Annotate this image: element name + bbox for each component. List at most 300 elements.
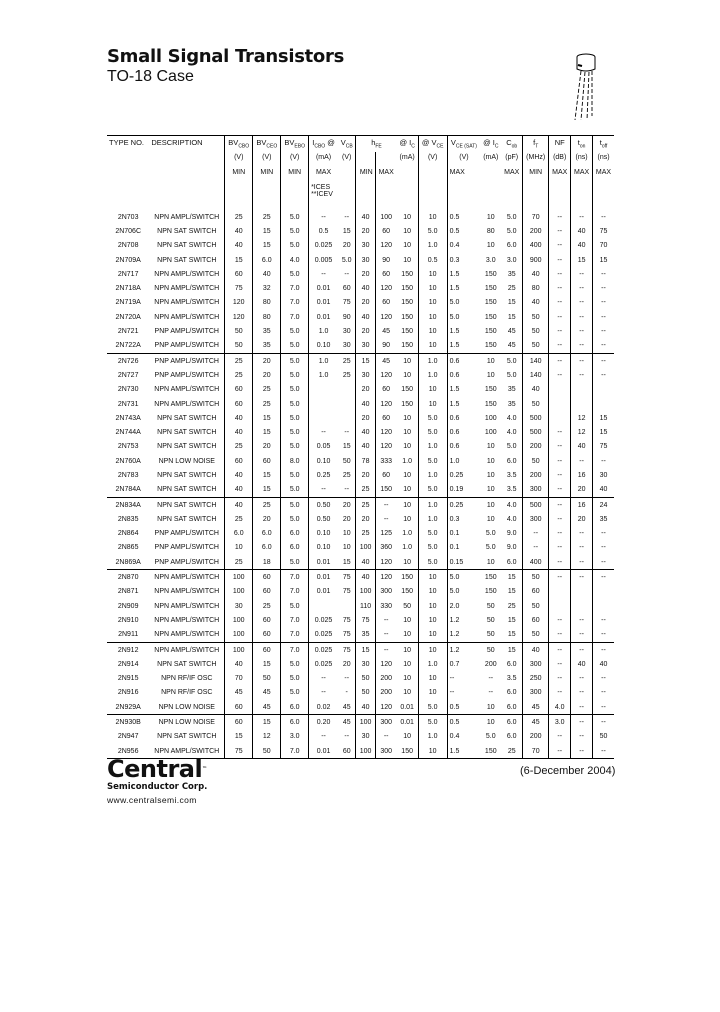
spec-value: 15 bbox=[253, 657, 281, 671]
spec-value: 30 bbox=[356, 253, 375, 267]
spec-value: 10 bbox=[480, 353, 501, 368]
col-ft: $f_T$ bbox=[523, 136, 549, 153]
description: NPN AMPL/SWITCH bbox=[154, 631, 220, 639]
spec-value: 40 bbox=[356, 425, 375, 439]
spec-value: 80 bbox=[253, 296, 281, 310]
spec-value: -- bbox=[375, 730, 396, 744]
spec-value bbox=[549, 383, 571, 397]
spec-value: 40 bbox=[571, 224, 593, 238]
spec-value: 120 bbox=[375, 657, 396, 671]
spec-value: 5.0 bbox=[281, 339, 309, 354]
spec-value: 10 bbox=[418, 585, 447, 599]
table-row bbox=[107, 570, 614, 585]
description: NPN AMPL/SWITCH bbox=[154, 285, 220, 293]
spec-value bbox=[309, 599, 338, 613]
spec-value: 30 bbox=[356, 239, 375, 253]
spec-value: 90 bbox=[375, 339, 396, 354]
company-url[interactable]: www.centralsemi.com bbox=[107, 795, 197, 805]
table-row bbox=[107, 253, 614, 267]
spec-value: 120 bbox=[375, 239, 396, 253]
spec-value: 10 bbox=[403, 660, 412, 668]
spec-value: 20 bbox=[571, 512, 593, 526]
spec-value: 5.0 bbox=[281, 239, 309, 253]
spec-value: 15 bbox=[507, 313, 516, 321]
spec-value: 7.0 bbox=[281, 585, 309, 599]
table-row bbox=[107, 267, 614, 281]
spec-value: 1.5 bbox=[447, 281, 480, 295]
spec-value: -- bbox=[593, 715, 614, 730]
spec-value: 45 bbox=[507, 328, 516, 336]
spec-value: -- bbox=[549, 224, 571, 238]
spec-value: -- bbox=[549, 267, 571, 281]
company-name: Semiconductor Corp. bbox=[107, 782, 208, 792]
spec-value: 75 bbox=[225, 281, 253, 295]
spec-value: 15 bbox=[501, 570, 522, 585]
spec-value: 150 bbox=[401, 299, 413, 307]
spec-value: 20 bbox=[253, 512, 281, 526]
spec-value: 10 bbox=[486, 486, 495, 494]
spec-value: 6.0 bbox=[506, 703, 517, 711]
spec-value: 150 bbox=[401, 342, 413, 350]
spec-value bbox=[549, 397, 571, 411]
spec-value: 5.0 bbox=[418, 700, 447, 715]
spec-value: -- bbox=[549, 368, 571, 382]
spec-value: 200 bbox=[523, 440, 549, 454]
spec-value: 0.01 bbox=[397, 715, 419, 730]
spec-value: 40 bbox=[225, 497, 253, 512]
spec-value: 6.0 bbox=[506, 242, 517, 250]
spec-value: 5.0 bbox=[418, 555, 447, 570]
description: NPN LOW NOISE bbox=[149, 715, 224, 730]
spec-value: 40 bbox=[356, 397, 375, 411]
spec-value: 50 bbox=[356, 686, 375, 700]
spec-value: 200 bbox=[375, 672, 396, 686]
spec-value: 300 bbox=[523, 483, 549, 498]
spec-value: 0.025 bbox=[309, 642, 338, 657]
spec-value: -- bbox=[593, 570, 614, 585]
spec-value: 0.19 bbox=[447, 483, 480, 498]
spec-value: 6.0 bbox=[506, 689, 517, 697]
spec-value: 0.01 bbox=[309, 744, 338, 759]
spec-value: 2.0 bbox=[447, 599, 480, 613]
spec-value: 60 bbox=[253, 570, 281, 585]
spec-value: 120 bbox=[375, 310, 396, 324]
description: PNP AMPL/SWITCH bbox=[154, 558, 219, 566]
col-cob: $C_{ob}$ bbox=[506, 138, 518, 150]
spec-value: 75 bbox=[593, 224, 614, 238]
spec-value: 75 bbox=[338, 642, 356, 657]
spec-value: -- bbox=[523, 527, 549, 541]
spec-value: -- bbox=[344, 270, 350, 278]
spec-value: 5.0 bbox=[447, 296, 480, 310]
description: NPN SAT SWITCH bbox=[157, 486, 217, 494]
spec-value: 150 bbox=[484, 588, 497, 596]
spec-value: -- bbox=[571, 310, 593, 324]
spec-value: 5.0 bbox=[418, 483, 447, 498]
spec-value: -- bbox=[571, 686, 593, 700]
description: NPN SAT SWITCH bbox=[157, 443, 217, 451]
table-row bbox=[107, 454, 614, 468]
spec-value: -- bbox=[309, 686, 338, 700]
spec-value: 10 bbox=[397, 353, 419, 368]
icbo-notes: *ICES **ICEV bbox=[309, 182, 338, 210]
spec-value: 15 bbox=[507, 616, 516, 624]
table-row bbox=[107, 411, 614, 425]
spec-value: 0.6 bbox=[447, 425, 480, 439]
spec-value: -- bbox=[488, 689, 494, 697]
spec-value: 50 bbox=[486, 631, 495, 639]
spec-value: 1.0 bbox=[418, 497, 447, 512]
spec-value: 10 bbox=[403, 471, 412, 479]
page-title: Small Signal Transistors bbox=[107, 46, 344, 67]
spec-value: -- bbox=[571, 368, 593, 382]
spec-value: 1.5 bbox=[447, 339, 480, 354]
spec-value: 5.0 bbox=[418, 425, 447, 439]
spec-value: 10 bbox=[403, 242, 412, 250]
spec-value: 5.0 bbox=[418, 454, 447, 468]
spec-value: 45 bbox=[375, 353, 396, 368]
spec-value: 32 bbox=[253, 281, 281, 295]
spec-value: 300 bbox=[375, 744, 396, 759]
spec-value: 4.0 bbox=[506, 515, 517, 523]
spec-value: 6.0 bbox=[253, 541, 281, 555]
spec-value: 35 bbox=[356, 628, 375, 643]
type-number: 2N726 bbox=[107, 353, 149, 368]
spec-value: -- bbox=[571, 281, 593, 295]
spec-value: -- bbox=[549, 570, 571, 585]
spec-value: -- bbox=[593, 324, 614, 338]
spec-value: 10 bbox=[418, 210, 447, 224]
spec-value: 60 bbox=[225, 715, 253, 730]
spec-value: 10 bbox=[403, 616, 412, 624]
spec-value: -- bbox=[549, 210, 571, 224]
description: NPN AMPL/SWITCH bbox=[149, 642, 224, 657]
spec-value: -- bbox=[344, 429, 350, 437]
to18-package-icon bbox=[572, 52, 600, 122]
spec-value: 150 bbox=[401, 400, 413, 408]
description: NPN AMPL/SWITCH bbox=[149, 570, 224, 585]
spec-value: 0.025 bbox=[309, 239, 338, 253]
spec-value: 4.0 bbox=[506, 414, 517, 422]
spec-value: -- bbox=[549, 672, 571, 686]
spec-value: 10 bbox=[403, 515, 412, 523]
spec-value: 150 bbox=[480, 570, 501, 585]
spec-value: 5.0 bbox=[281, 440, 309, 454]
spec-value: 4.0 bbox=[281, 253, 309, 267]
spec-value: 50 bbox=[253, 744, 281, 759]
spec-value: 5.0 bbox=[447, 310, 480, 324]
spec-value: -- bbox=[593, 527, 614, 541]
col-vcb: $V_{CB}$ bbox=[340, 138, 353, 150]
spec-value: 5.0 bbox=[341, 256, 352, 264]
spec-value: 25 bbox=[356, 497, 375, 512]
spec-value: 125 bbox=[375, 527, 396, 541]
spec-value: 1.0 bbox=[418, 239, 447, 253]
spec-value: 70 bbox=[593, 239, 614, 253]
spec-value: 5.0 bbox=[506, 371, 517, 379]
spec-value: 25 bbox=[342, 471, 351, 479]
spec-value bbox=[593, 599, 614, 613]
spec-value: 6.0 bbox=[281, 700, 309, 715]
description: NPN SAT SWITCH bbox=[157, 227, 217, 235]
spec-value: 120 bbox=[375, 425, 396, 439]
spec-value: 10 bbox=[486, 558, 495, 566]
type-number: 2N703 bbox=[117, 213, 139, 221]
description: NPN AMPL/SWITCH bbox=[154, 588, 220, 596]
spec-value bbox=[338, 599, 356, 613]
spec-value: 25 bbox=[356, 527, 375, 541]
description: PNP AMPL/SWITCH bbox=[154, 328, 219, 336]
type-number: 2N706C bbox=[115, 227, 141, 235]
spec-value: -- bbox=[549, 730, 571, 744]
col-vce: @ $V_{CE}$ bbox=[418, 136, 447, 153]
table-row bbox=[107, 440, 614, 454]
spec-value: 5.0 bbox=[485, 530, 496, 538]
spec-value: -- bbox=[549, 686, 571, 700]
spec-value: 5.0 bbox=[281, 425, 309, 439]
spec-value: 50 bbox=[480, 642, 501, 657]
spec-value: 0.025 bbox=[309, 657, 338, 671]
spec-value: 1.0 bbox=[418, 353, 447, 368]
spec-value: -- bbox=[549, 281, 571, 295]
spec-value: 10 bbox=[418, 383, 447, 397]
spec-value bbox=[309, 411, 338, 425]
spec-value: -- bbox=[344, 675, 350, 683]
spec-value: 75 bbox=[338, 570, 356, 585]
spec-value: 12 bbox=[571, 425, 593, 439]
spec-value: 0.10 bbox=[309, 339, 338, 354]
spec-value: -- bbox=[375, 497, 396, 512]
description: NPN SAT SWITCH bbox=[157, 429, 217, 437]
description: NPN AMPL/SWITCH bbox=[154, 386, 220, 394]
spec-value: 20 bbox=[356, 224, 375, 238]
spec-value: 0.025 bbox=[309, 613, 338, 627]
spec-value: -- bbox=[549, 468, 571, 482]
spec-value: 150 bbox=[401, 328, 413, 336]
spec-value: 0.6 bbox=[447, 411, 480, 425]
spec-value: 10 bbox=[397, 642, 419, 657]
spec-value: 1.2 bbox=[447, 613, 480, 627]
spec-value: 0.50 bbox=[309, 497, 338, 512]
table-row bbox=[107, 642, 614, 657]
spec-value: 10 bbox=[418, 324, 447, 338]
spec-value: -- bbox=[549, 613, 571, 627]
spec-value: 40 bbox=[225, 411, 253, 425]
description: NPN AMPL/SWITCH bbox=[154, 313, 220, 321]
spec-value: 1.5 bbox=[447, 267, 480, 281]
spec-value: -- bbox=[375, 613, 396, 627]
spec-value: 50 bbox=[523, 397, 549, 411]
spec-value: 60 bbox=[253, 642, 281, 657]
table-row bbox=[107, 397, 614, 411]
page-subtitle: TO-18 Case bbox=[107, 68, 194, 85]
spec-value: 60 bbox=[342, 747, 351, 755]
spec-value: 10 bbox=[418, 599, 447, 613]
spec-value: 25 bbox=[342, 371, 351, 379]
spec-value: 90 bbox=[375, 253, 396, 267]
spec-value: 75 bbox=[342, 616, 351, 624]
spec-value: 0.1 bbox=[447, 541, 480, 555]
col-ic2: @ $I_C$ bbox=[483, 138, 499, 150]
spec-value: -- bbox=[571, 210, 593, 224]
description: NPN SAT SWITCH bbox=[157, 515, 217, 523]
spec-value: 10 bbox=[403, 733, 412, 741]
spec-value: -- bbox=[549, 239, 571, 253]
spec-value: 150 bbox=[484, 400, 497, 408]
description: NPN SAT SWITCH bbox=[157, 660, 217, 668]
spec-value: 15 bbox=[507, 631, 516, 639]
spec-value: 100 bbox=[225, 628, 253, 643]
header-row-limits: MIN MIN MIN MAX MIN MAX MAX MAX MIN MAX MAX MAX bbox=[107, 167, 614, 182]
spec-value: -- bbox=[571, 555, 593, 570]
spec-value: 40 bbox=[523, 267, 549, 281]
col-vcesat: $V_{CE (SAT)}$ bbox=[447, 136, 480, 153]
spec-value: 50 bbox=[225, 339, 253, 354]
spec-value: 20 bbox=[342, 515, 351, 523]
type-number: 2N743A bbox=[115, 414, 141, 422]
spec-value: 6.0 bbox=[253, 253, 281, 267]
spec-value: 12 bbox=[253, 730, 281, 744]
spec-value: 300 bbox=[523, 512, 549, 526]
type-number: 2N869A bbox=[115, 558, 141, 566]
spec-value: 24 bbox=[593, 497, 614, 512]
spec-value: 10 bbox=[403, 689, 412, 697]
spec-value: 50 bbox=[593, 730, 614, 744]
spec-value: 0.5 bbox=[447, 210, 480, 224]
spec-value: 40 bbox=[523, 296, 549, 310]
spec-value: -- bbox=[309, 267, 338, 281]
spec-value: -- bbox=[344, 486, 350, 494]
table-row bbox=[107, 599, 614, 613]
company-logo: Central™ Semiconductor Corp. www.centralsemi.com bbox=[107, 755, 208, 805]
type-number: 2N720A bbox=[115, 313, 141, 321]
spec-value: 25 bbox=[338, 353, 356, 368]
spec-value: 0.01 bbox=[309, 296, 338, 310]
spec-value: 40 bbox=[225, 468, 253, 482]
spec-value bbox=[593, 383, 614, 397]
spec-value: 40 bbox=[593, 657, 614, 671]
spec-value: 8.0 bbox=[281, 454, 309, 468]
spec-value: 45 bbox=[338, 715, 356, 730]
description: NPN LOW NOISE bbox=[158, 703, 215, 711]
spec-value: -- bbox=[593, 310, 614, 324]
spec-value: 80 bbox=[486, 227, 495, 235]
spec-value: -- bbox=[549, 497, 571, 512]
spec-value: 10 bbox=[486, 242, 495, 250]
transistor-rows bbox=[107, 210, 614, 759]
spec-value: 10 bbox=[418, 267, 447, 281]
spec-value: 16 bbox=[571, 468, 593, 482]
spec-value: 100 bbox=[225, 642, 253, 657]
spec-value: 150 bbox=[484, 313, 497, 321]
description: NPN SAT SWITCH bbox=[157, 414, 217, 422]
spec-value: 45 bbox=[225, 686, 253, 700]
spec-value: 4.0 bbox=[549, 700, 571, 715]
spec-value: 78 bbox=[356, 454, 375, 468]
spec-value: 20 bbox=[356, 468, 375, 482]
spec-value: 20 bbox=[338, 497, 356, 512]
spec-value: 6.0 bbox=[506, 660, 517, 668]
spec-value: 40 bbox=[253, 267, 281, 281]
spec-value: 5.0 bbox=[418, 411, 447, 425]
spec-value: -- bbox=[571, 454, 593, 468]
spec-value bbox=[571, 585, 593, 599]
spec-value: -- bbox=[571, 353, 593, 368]
spec-value: 360 bbox=[375, 541, 396, 555]
spec-value: 7.0 bbox=[281, 642, 309, 657]
description: PNP AMPL/SWITCH bbox=[154, 371, 219, 379]
spec-value: -- bbox=[549, 541, 571, 555]
spec-value: 150 bbox=[484, 299, 497, 307]
spec-value: 10 bbox=[418, 628, 447, 643]
spec-value: 20 bbox=[356, 512, 375, 526]
spec-value: 1.0 bbox=[402, 457, 412, 465]
spec-value: 15 bbox=[342, 227, 351, 235]
spec-value: 40 bbox=[225, 224, 253, 238]
spec-value: -- bbox=[571, 570, 593, 585]
spec-value: 40 bbox=[593, 483, 614, 498]
spec-value: 10 bbox=[418, 296, 447, 310]
spec-value: 0.3 bbox=[447, 253, 480, 267]
spec-value: -- bbox=[549, 253, 571, 267]
description: NPN AMPL/SWITCH bbox=[154, 213, 220, 221]
spec-value: 15 bbox=[571, 253, 593, 267]
spec-value: 100 bbox=[356, 715, 375, 730]
spec-value: 90 bbox=[342, 313, 351, 321]
spec-value: 10 bbox=[403, 213, 412, 221]
spec-value: 15 bbox=[593, 411, 614, 425]
spec-value: 35 bbox=[253, 339, 281, 354]
spec-value: -- bbox=[309, 730, 338, 744]
spec-value: 35 bbox=[253, 324, 281, 338]
spec-value: 20 bbox=[342, 242, 351, 250]
spec-value: 45 bbox=[375, 324, 396, 338]
spec-value: 60 bbox=[225, 454, 253, 468]
spec-value: 25 bbox=[507, 602, 516, 610]
type-number: 2N721 bbox=[117, 328, 139, 336]
spec-value: 1.0 bbox=[447, 454, 480, 468]
spec-value: 7.0 bbox=[281, 628, 309, 643]
spec-value: 20 bbox=[356, 324, 375, 338]
spec-value: 5.0 bbox=[281, 353, 309, 368]
spec-value: -- bbox=[549, 440, 571, 454]
type-number: 2N708 bbox=[117, 242, 139, 250]
spec-value: 30 bbox=[593, 468, 614, 482]
spec-value bbox=[309, 383, 338, 397]
type-number: 2N731 bbox=[117, 400, 139, 408]
spec-value: -- bbox=[549, 296, 571, 310]
spec-value: 5.0 bbox=[281, 397, 309, 411]
spec-value: 1.2 bbox=[447, 628, 480, 643]
description: NPN SAT SWITCH bbox=[157, 733, 217, 741]
spec-value: 500 bbox=[523, 425, 549, 439]
spec-value: 1.0 bbox=[418, 730, 447, 744]
spec-value: 50 bbox=[523, 324, 549, 338]
spec-value: 60 bbox=[375, 383, 396, 397]
spec-value: 10 bbox=[403, 675, 412, 683]
spec-value: 0.3 bbox=[447, 512, 480, 526]
spec-value: 400 bbox=[523, 555, 549, 570]
spec-value: 75 bbox=[342, 631, 351, 639]
spec-value bbox=[549, 585, 571, 599]
table-row bbox=[107, 613, 614, 627]
spec-value: 3.0 bbox=[549, 715, 571, 730]
description: NPN AMPL/SWITCH bbox=[154, 270, 220, 278]
spec-value: 0.5 bbox=[418, 253, 447, 267]
spec-value: 40 bbox=[225, 657, 253, 671]
table-row bbox=[107, 497, 614, 512]
table-row bbox=[107, 468, 614, 482]
